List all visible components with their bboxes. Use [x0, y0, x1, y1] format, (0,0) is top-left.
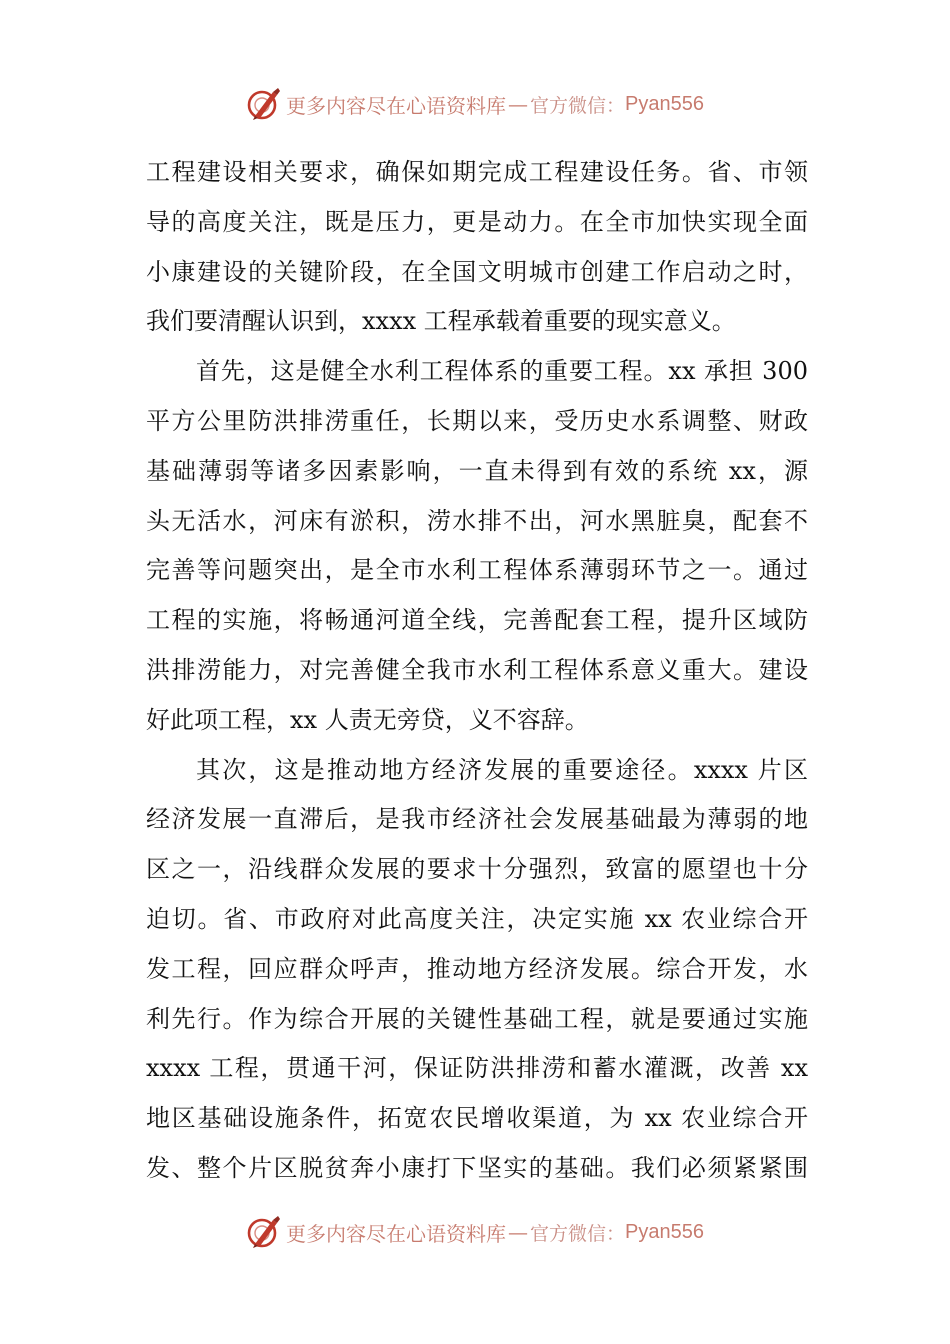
text-line: 工程建设相关要求，确保如期完成工程建设任务。省、市领 — [146, 158, 808, 186]
text-line: 迫切。省、市政府对此高度关注，决定实施 xx 农业综合开 — [146, 904, 808, 933]
text-line: 发工程，回应群众呼声，推动地方经济发展。综合开发，水 — [146, 954, 808, 983]
text-line: 洪排涝能力，对完善健全我市水利工程体系意义重大。建设 — [146, 655, 808, 684]
text-line: 区之一，沿线群众发展的要求十分强烈，致富的愿望也十分 — [146, 855, 808, 884]
text-line: 工程的实施，将畅通河道全线，完善配套工程，提升区域防 — [146, 606, 808, 635]
header-watermark — [0, 84, 950, 124]
watermark-sub-text: 官方微信： — [530, 94, 626, 117]
text-line: 头无活水，河床有淤积，涝水排不出，河水黑脏臭，配套不 — [146, 506, 808, 535]
text-line: 完善等问题突出，是全市水利工程体系薄弱环节之一。通过 — [146, 556, 808, 585]
watermark-main-text: 更多内容尽在心语资料库 — [286, 1221, 506, 1246]
text-line: 经济发展一直滞后，是我市经济社会发展基础最为薄弱的地 — [146, 805, 808, 834]
watermark-sub-text: 官方微信： — [530, 1222, 626, 1245]
pen-logo-icon — [246, 86, 282, 122]
watermark-dash: — — [508, 92, 528, 116]
text-line: 平方公里防洪排涝重任，长期以来，受历史水系调整、财政 — [146, 406, 808, 435]
text-line: 发、整个片区脱贫奔小康打下坚实的基础。我们必须紧紧围 — [146, 1153, 808, 1182]
text-line: 好此项工程，xx 人责无旁贷，义不容辞。 — [146, 705, 589, 734]
text-line: 小康建设的关键阶段，在全国文明城市创建工作启动之时， — [146, 257, 808, 286]
text-line: 基础薄弱等诸多因素影响，一直未得到有效的系统 xx，源 — [146, 456, 808, 485]
text-line: xxxx 工程，贯通干河，保证防洪排涝和蓄水灌溉，改善 xx — [146, 1054, 808, 1083]
watermark-wechat-id: Pyan556 — [625, 1220, 704, 1243]
text-line: 我们要清醒认识到，xxxx 工程承载着重要的现实意义。 — [146, 307, 736, 336]
text-line: 其次，这是推动地方经济发展的重要途径。xxxx 片区 — [196, 755, 808, 784]
watermark-main-text: 更多内容尽在心语资料库 — [286, 93, 506, 118]
pen-logo-icon — [246, 1214, 282, 1250]
text-line: 利先行。作为综合开展的关键性基础工程，就是要通过实施 — [146, 1004, 808, 1033]
footer-watermark — [0, 1212, 950, 1252]
watermark-wechat-id: Pyan556 — [625, 92, 704, 115]
watermark-dash: — — [508, 1220, 528, 1244]
text-line: 首先，这是健全水利工程体系的重要工程。xx 承担 300 — [196, 357, 808, 386]
body-text — [146, 148, 808, 1194]
text-line: 地区基础设施条件，拓宽农民增收渠道，为 xx 农业综合开 — [146, 1104, 808, 1133]
text-line: 导的高度关注，既是压力，更是动力。在全市加快实现全面 — [146, 207, 808, 236]
